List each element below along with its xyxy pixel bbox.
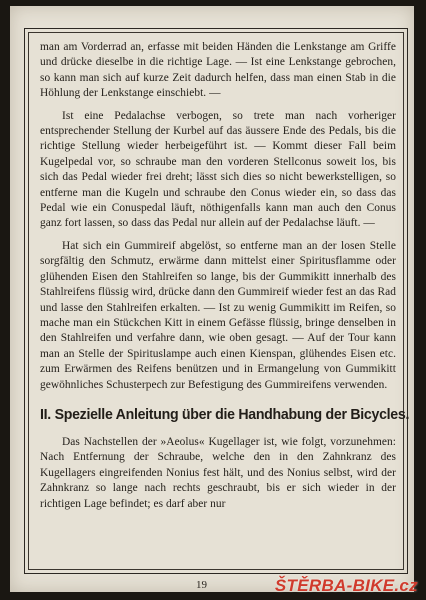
watermark-logo (275, 576, 418, 596)
watermark-dash: - (346, 576, 353, 595)
paragraph-lenkstange: man am Vorderrad an, erfasse mit beiden Händen die Lenkstange am Griffe und drücke dieselbe in die richtige Lage. — Ist eine Lenkstange gebrochen, so kann man sich auf kurze Zeit dadurch helfen, dass man einen Stab in die Höhlung der Lenkstange einschiebt. — (40, 41, 396, 100)
paragraph-gummireif: Hat sich ein Gummireif abgelöst, so entferne man an der losen Stelle sorgfältig den Schmutz, erwärme dann mittelst einer Spiritusflamme oder glühenden Eisen den Stahlreifen so lange, bis der Gummikitt innerhalb des Stahlreifens flüssig wird, drücke dann den Gummireif wieder fest an das Rad und lasse den Stahlreifen erkalten. — Ist zu wenig Gummikitt im Reifen, so mache man ein Stückchen Kitt in einem Gefässe flüssig, bringe denselben in den Stahlreifen und verfahre dann, wie oben gesagt. — Auf der Tour kann man an Stelle der Spirituslampe auch einen Kienspan, glühendes Eisen etc. zum Erwärmen des Reifens benützen und in Ermangelung von Gummikitt gewöhnliches Schusterpech zur Befestigung des Gummireifens verwenden. (40, 239, 396, 391)
watermark-part1: ŠTĚRBA (274, 576, 347, 595)
watermark-part2: BIKE.cz (352, 576, 418, 595)
section-heading: II. Spezielle Anleitung über die Handhabung der Bicycles. (40, 406, 410, 423)
book-page (10, 6, 414, 592)
page-number: 19 (196, 579, 207, 591)
paragraph-kugellager: Das Nachstellen der »Aeolus« Kugellager ist, wie folgt, vorzunehmen: Nach Entfernung der Schraube, welche den in den Zahnkranz des Kugellagers eingreifenden Nonius fest hält, und des Nonius selbst, wird der Zahnkranz so lange nach rechts geschraubt, bis er sich wieder in der richtigen Lage befindet; es darf aber nur (40, 435, 396, 510)
page-text (40, 40, 410, 512)
paragraph-pedalachse: Ist eine Pedalachse verbogen, so trete man nach vorheriger entsprechender Stellung der Kurbel auf das äussere Ende des Pedals, bis die richtige Stellung wieder herbeigeführt ist. — Kommt dieser Fall beim Kugelpedal vor, so schraube man den vorderen Stellconus soweit los, bis sich das Pedal wieder frei dreht; lässt sich dies so nicht bewerkstelligen, so entferne man die Kugeln und schraube den Conus wieder ein, so dass das Pedal wie ein Conuspedal läuft, nöthigenfalls kann man auch den Conus ganz fort lassen, so dass das Pedal nur allein auf der Pedalachse läuft. — (40, 109, 396, 230)
